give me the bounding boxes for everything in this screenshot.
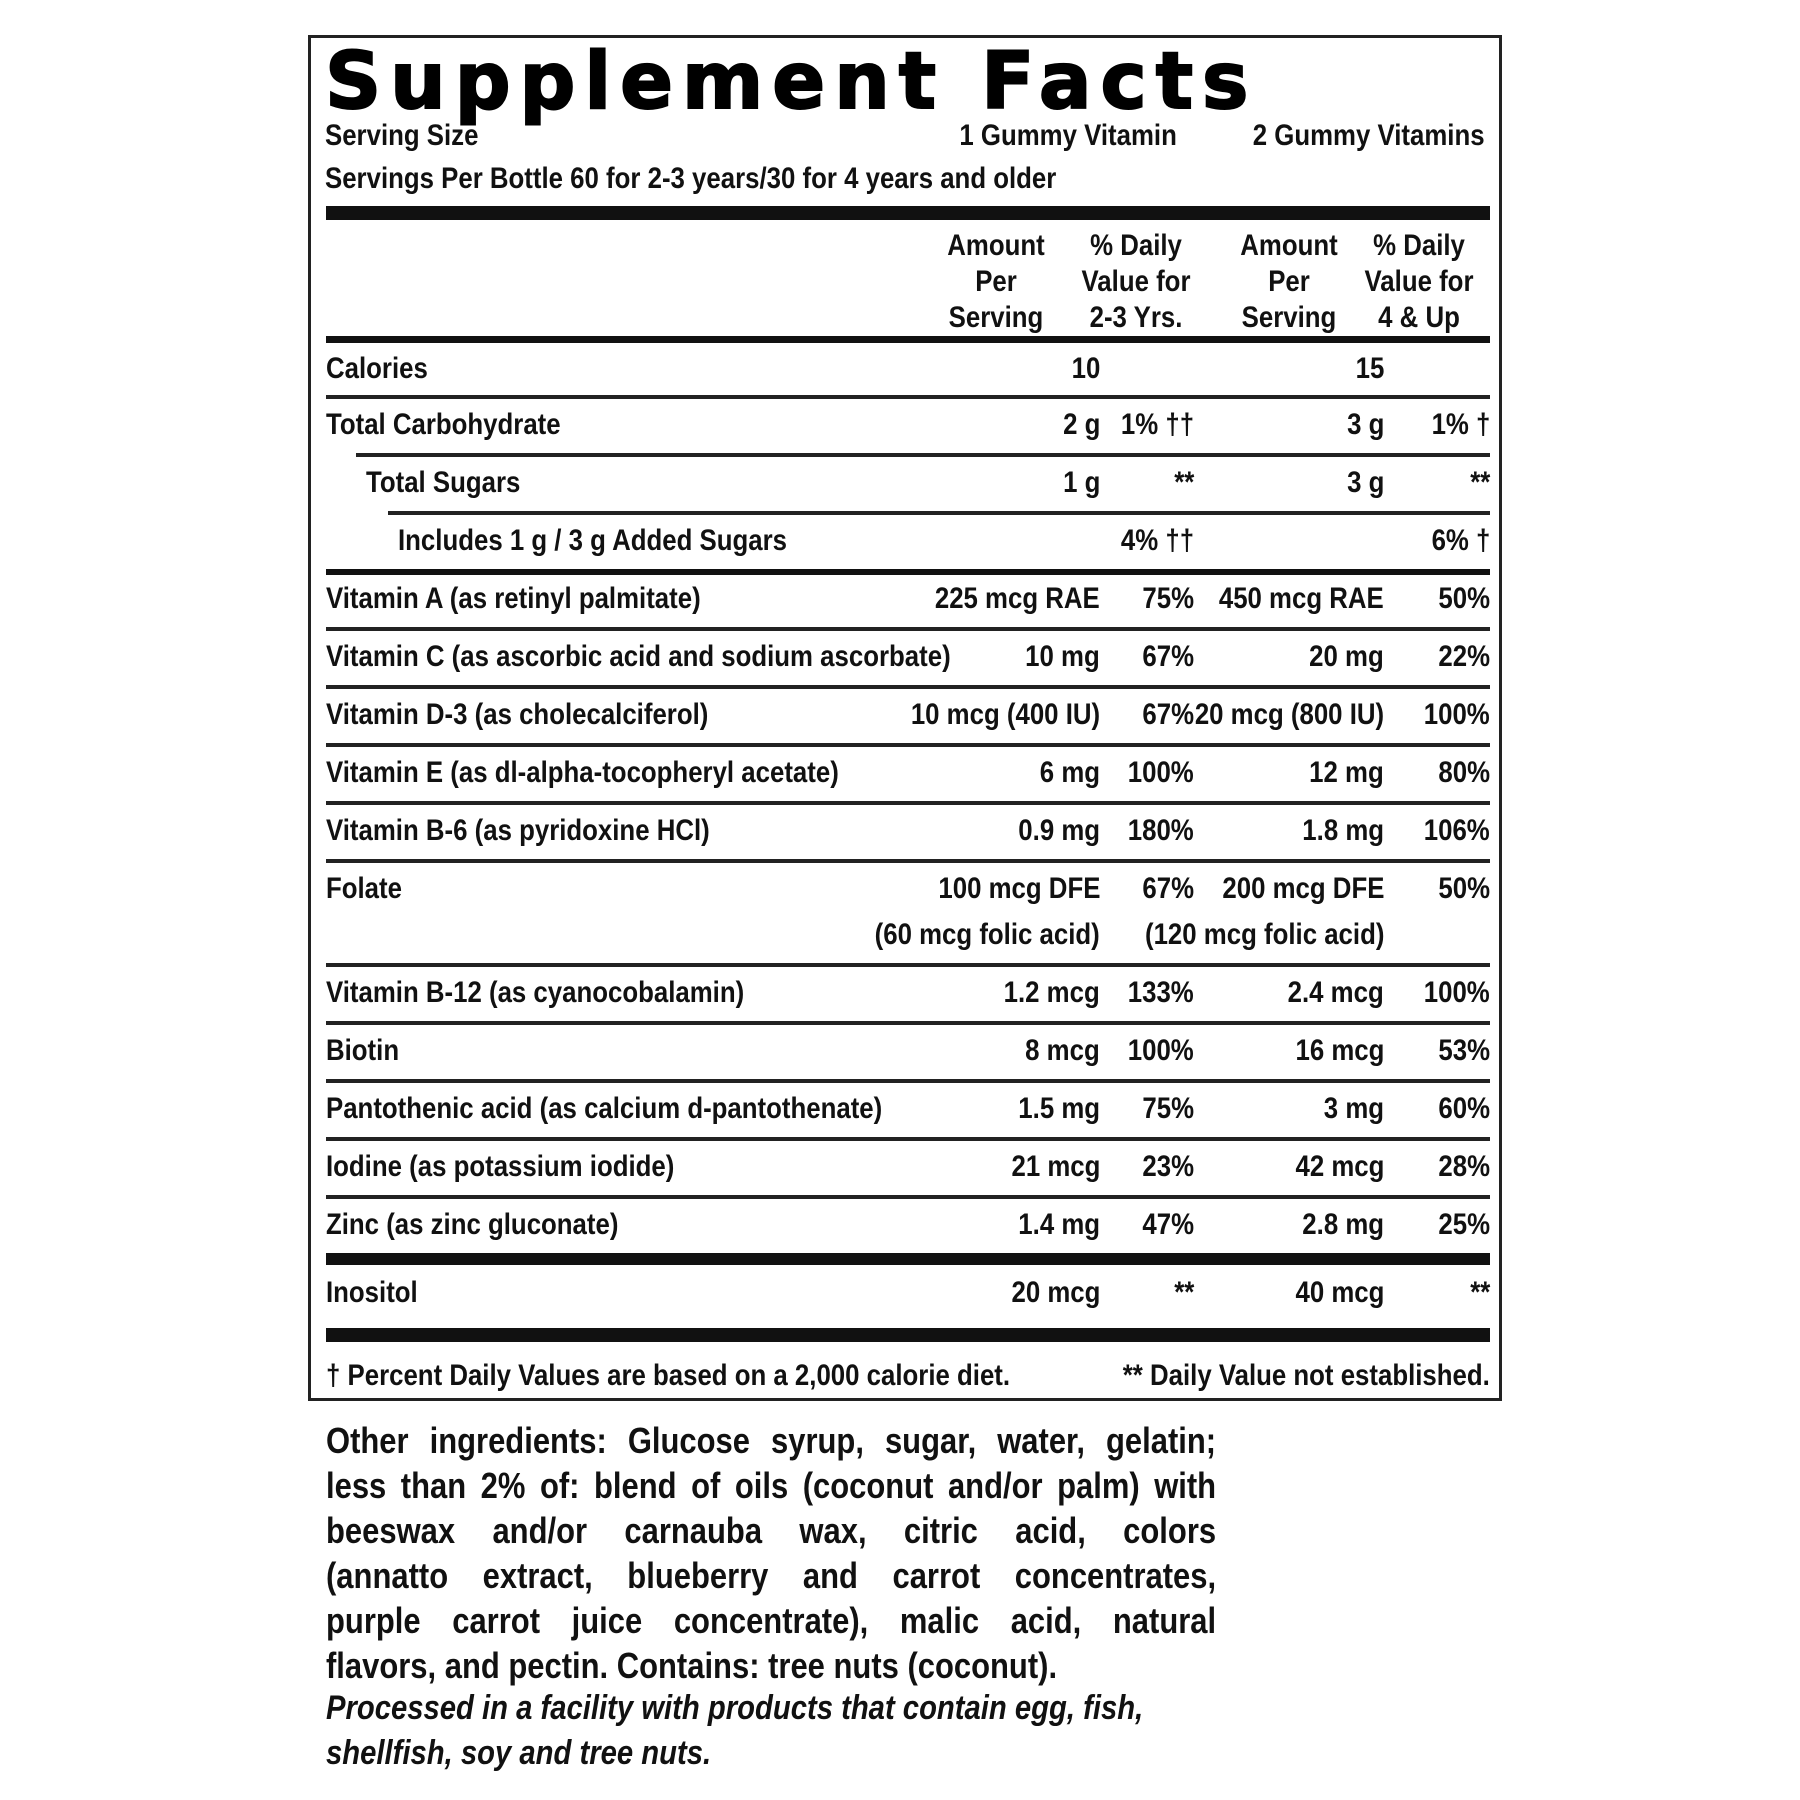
nutrient-name: Vitamin B-6 (as pyridoxine HCl) bbox=[326, 814, 710, 847]
amount-col2: 16 mcg bbox=[1295, 1034, 1384, 1067]
amount-col1: 20 mcg bbox=[1011, 1276, 1100, 1309]
nutrient-name: Pantothenic acid (as calcium d-pantothenate) bbox=[326, 1092, 883, 1125]
dv-col2: 25% bbox=[1438, 1208, 1490, 1241]
amount-col2: 12 mg bbox=[1309, 756, 1384, 789]
row-rule bbox=[326, 627, 1490, 631]
row-rule bbox=[326, 743, 1490, 747]
amount-col1: 8 mcg bbox=[1025, 1034, 1100, 1067]
row-rule bbox=[326, 1021, 1490, 1025]
amount-col2: 42 mcg bbox=[1295, 1150, 1384, 1183]
nutrient-name: Iodine (as potassium iodide) bbox=[326, 1150, 675, 1183]
dv-col2: 28% bbox=[1438, 1150, 1490, 1183]
amount-col1: 1.2 mcg bbox=[1003, 976, 1100, 1009]
nutrient-row-added-sugars bbox=[326, 511, 1490, 569]
row-rule bbox=[326, 1195, 1490, 1199]
row-rule bbox=[326, 569, 1490, 575]
dv-col2: 1% † bbox=[1431, 408, 1490, 441]
dv-col2: 100% bbox=[1424, 698, 1490, 731]
header-divider bbox=[326, 336, 1490, 343]
dv-col2: 106% bbox=[1424, 814, 1490, 847]
nutrient-name: Vitamin C (as ascorbic acid and sodium ascorbate) bbox=[326, 640, 951, 673]
dv-col2: ** bbox=[1469, 466, 1490, 499]
dv-col1: 75% bbox=[1142, 1092, 1194, 1125]
amount-col2: 15 bbox=[1355, 352, 1384, 385]
nutrient-name: Zinc (as zinc gluconate) bbox=[326, 1208, 619, 1241]
dv-col2: 60% bbox=[1438, 1092, 1490, 1125]
dv-col1: 67% bbox=[1142, 698, 1194, 731]
ingredients-line: (annatto extract, blueberry and carrot concentrates, bbox=[326, 1555, 1217, 1596]
nutrient-row-vitamin-a bbox=[326, 569, 1490, 627]
nutrient-name: Total Sugars bbox=[366, 466, 521, 499]
row-rule bbox=[326, 395, 1490, 399]
dv-col1: 67% bbox=[1142, 872, 1194, 905]
other-ingredients bbox=[326, 1418, 1216, 1688]
footnote-not-established: ** Daily Value not established. bbox=[1122, 1359, 1490, 1392]
dv-col2: 100% bbox=[1424, 976, 1490, 1009]
thick-divider-bottom bbox=[326, 1328, 1490, 1342]
amount-col1: 1 g bbox=[1062, 466, 1100, 499]
nutrient-row-vitamin-d3 bbox=[326, 685, 1490, 743]
amount-col1: 10 mcg (400 IU) bbox=[910, 698, 1100, 731]
amount-col2: 1.8 mg bbox=[1302, 814, 1384, 847]
ingredients-line: Other ingredients: Glucose syrup, sugar, water, gelatin; bbox=[326, 1420, 1217, 1461]
folic-acid-col1: (60 mcg folic acid) bbox=[874, 918, 1100, 951]
row-rule bbox=[326, 1137, 1490, 1141]
processed-line: Processed in a facility with products that contain egg, fish, bbox=[326, 1689, 1144, 1727]
nutrient-row-zinc bbox=[326, 1195, 1490, 1253]
amount-col1: 225 mcg RAE bbox=[935, 582, 1100, 615]
serving-size-col1: 1 Gummy Vitamin bbox=[959, 119, 1177, 152]
header-dv-col1: % Daily Value for 2-3 Yrs. bbox=[1081, 229, 1191, 334]
panel-title: Supplement Facts bbox=[325, 37, 1258, 127]
amount-col2: 450 mcg RAE bbox=[1219, 582, 1384, 615]
row-rule bbox=[326, 1253, 1490, 1265]
nutrient-name: Total Carbohydrate bbox=[326, 408, 561, 441]
dv-col1: 1% †† bbox=[1120, 408, 1194, 441]
row-rule bbox=[356, 453, 1490, 457]
dv-col1: 67% bbox=[1142, 640, 1194, 673]
dv-col2: 22% bbox=[1438, 640, 1490, 673]
nutrient-name: Folate bbox=[326, 872, 402, 905]
amount-col1: 10 mg bbox=[1025, 640, 1100, 673]
nutrient-name: Includes 1 g / 3 g Added Sugars bbox=[398, 524, 788, 557]
amount-col2: 2.8 mg bbox=[1302, 1208, 1384, 1241]
dv-col1: 180% bbox=[1128, 814, 1194, 847]
amount-col2: 3 g bbox=[1346, 408, 1384, 441]
nutrient-row-vitamin-b6 bbox=[326, 801, 1490, 859]
dv-col1: 100% bbox=[1128, 756, 1194, 789]
amount-col1: 10 bbox=[1071, 352, 1100, 385]
nutrient-row-inositol bbox=[326, 1253, 1490, 1323]
nutrient-name: Vitamin E (as dl-alpha-tocopheryl acetate) bbox=[326, 756, 839, 789]
nutrient-row-vitamin-b12 bbox=[326, 963, 1490, 1021]
dv-col1: ** bbox=[1173, 1276, 1194, 1309]
nutrient-name: Calories bbox=[326, 352, 428, 385]
nutrient-name: Vitamin B-12 (as cyanocobalamin) bbox=[326, 976, 745, 1009]
amount-col1: 0.9 mg bbox=[1018, 814, 1100, 847]
dv-col1: 100% bbox=[1128, 1034, 1194, 1067]
ingredients-line: flavors, and pectin. Contains: tree nuts (coconut). bbox=[326, 1645, 1058, 1686]
amount-col1: 6 mg bbox=[1039, 756, 1100, 789]
ingredients-line: purple carrot juice concentrate), malic acid, natural bbox=[326, 1600, 1217, 1641]
nutrient-row-iodine bbox=[326, 1137, 1490, 1195]
dv-col1: 4% †† bbox=[1120, 524, 1194, 557]
dv-col1: 47% bbox=[1142, 1208, 1194, 1241]
nutrient-row-folate bbox=[326, 859, 1490, 963]
processed-line: shellfish, soy and tree nuts. bbox=[326, 1734, 712, 1772]
amount-col2: 20 mg bbox=[1309, 640, 1384, 673]
header-dv-col2: % Daily Value for 4 & Up bbox=[1364, 229, 1474, 334]
serving-size-label: Serving Size bbox=[325, 119, 479, 152]
amount-col1: 1.4 mg bbox=[1018, 1208, 1100, 1241]
dv-col2: 80% bbox=[1438, 756, 1490, 789]
nutrient-row-calories bbox=[326, 343, 1490, 395]
allergen-processing-statement bbox=[326, 1686, 1361, 1776]
folic-acid-col2: (120 mcg folic acid) bbox=[1144, 918, 1384, 951]
row-rule bbox=[326, 859, 1490, 863]
footnote-daily-values: † Percent Daily Values are based on a 2,000 calorie diet. bbox=[326, 1359, 1011, 1392]
ingredients-line: less than 2% of: blend of oils (coconut and/or palm) with bbox=[326, 1465, 1217, 1506]
dv-col1: 75% bbox=[1142, 582, 1194, 615]
header-amount-col1: Amount Per Serving bbox=[947, 229, 1045, 334]
amount-col2: 3 g bbox=[1346, 466, 1384, 499]
row-rule bbox=[326, 685, 1490, 689]
dv-col2: 50% bbox=[1438, 582, 1490, 615]
nutrient-name: Inositol bbox=[326, 1276, 418, 1309]
supplement-facts-panel bbox=[308, 35, 1502, 1401]
ingredients-line: beeswax and/or carnauba wax, citric acid, colors bbox=[326, 1510, 1217, 1551]
dv-col1: 133% bbox=[1128, 976, 1194, 1009]
amount-col1: 100 mcg DFE bbox=[937, 872, 1100, 905]
nutrient-row-vitamin-e bbox=[326, 743, 1490, 801]
amount-col2: 20 mcg (800 IU) bbox=[1194, 698, 1384, 731]
dv-col2: 53% bbox=[1438, 1034, 1490, 1067]
nutrient-row-vitamin-c bbox=[326, 627, 1490, 685]
amount-col2: 200 mcg DFE bbox=[1221, 872, 1384, 905]
row-rule bbox=[388, 511, 1490, 515]
amount-col1: 1.5 mg bbox=[1018, 1092, 1100, 1125]
row-rule bbox=[326, 1079, 1490, 1083]
dv-col1: 23% bbox=[1142, 1150, 1194, 1183]
thick-divider-top bbox=[326, 206, 1490, 220]
dv-col2: 50% bbox=[1438, 872, 1490, 905]
header-amount-col2: Amount Per Serving bbox=[1240, 229, 1338, 334]
row-rule bbox=[326, 963, 1490, 967]
amount-col2: 40 mcg bbox=[1295, 1276, 1384, 1309]
nutrient-name: Vitamin D-3 (as cholecalciferol) bbox=[326, 698, 709, 731]
nutrient-row-total-sugars bbox=[326, 453, 1490, 511]
amount-col1: 2 g bbox=[1062, 408, 1100, 441]
amount-col1: 21 mcg bbox=[1011, 1150, 1100, 1183]
dv-col2: 6% † bbox=[1431, 524, 1490, 557]
nutrient-name: Biotin bbox=[326, 1034, 400, 1067]
row-rule bbox=[326, 801, 1490, 805]
nutrient-row-total-carbohydrate bbox=[326, 395, 1490, 453]
nutrient-name: Vitamin A (as retinyl palmitate) bbox=[326, 582, 701, 615]
dv-col1: ** bbox=[1173, 466, 1194, 499]
nutrient-row-pantothenic-acid bbox=[326, 1079, 1490, 1137]
serving-size-col2: 2 Gummy Vitamins bbox=[1253, 119, 1485, 152]
amount-col2: 3 mg bbox=[1323, 1092, 1384, 1125]
dv-col2: ** bbox=[1469, 1276, 1490, 1309]
servings-per-bottle: Servings Per Bottle 60 for 2-3 years/30 for 4 years and older bbox=[325, 162, 1057, 195]
nutrient-row-biotin bbox=[326, 1021, 1490, 1079]
amount-col2: 2.4 mcg bbox=[1287, 976, 1384, 1009]
